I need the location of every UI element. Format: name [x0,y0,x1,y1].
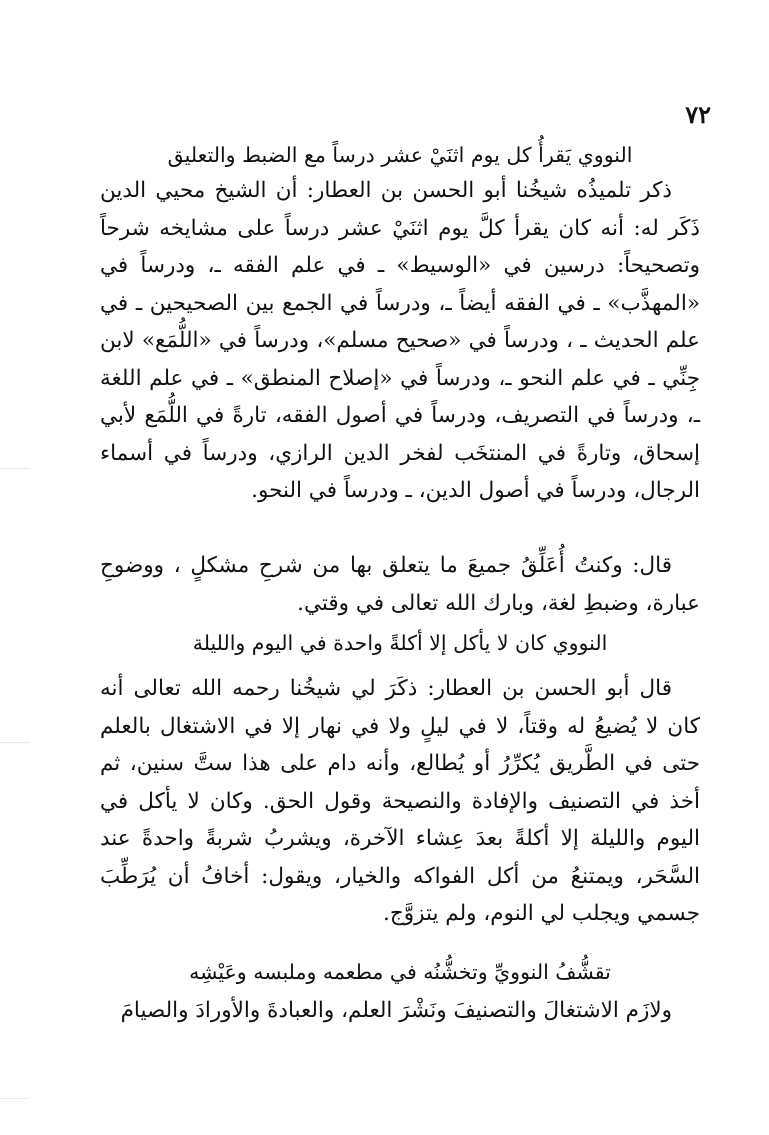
paragraph: ذكر تلميذُه شيخُنا أبو الحسن بن العطار: أن الشيخ محيي الدين ذَكَر له: أنه كان يقرأ كلَّ يوم اثنَيْ عشر درساً على مشايخه شرحاً وتصحيحاً: درسين في «الوسيط» ـ في علم الفقه ـ، ودرساً في «المهذَّب» ـ في الفقه أيضاً ـ، ودرساً في الجمع بين الصحيحين ـ في علم الحديث ـ ، ودرساً في «صحيح مسلم»، ودرساً في «اللُّمَع» لابن جِنِّي ـ في علم النحو ـ، ودرساً في «إصلاح المنطق» ـ في علم اللغة ـ، ودرساً في التصريف، ودرساً في أصول الفقه، تارةً في اللُّمَع لأبي إسحاق، وتارةً في المنتخَب لفخر الدين الرازي، ودرساً في أسماء الرجال، ودرساً في أصول الدين، ـ ودرساً في النحو. [100,178,700,503]
page-number: ٧٢ [685,100,711,129]
scan-artifact-line [0,468,30,469]
paragraph: ولازَم الاشتغالَ والتصنيفَ ونَشْرَ العلم، والعبادةَ والأورادَ والصيامَ [120,998,672,1023]
paragraph: قال أبو الحسن بن العطار: ذكَرَ لي شيخُنا رحمه الله تعالى أنه كان لا يُضيعُ له وقتاً، لا في ليلٍ ولا في نهار إلا في الاشتغال بالعلم حتى في الطَّريق يُكرِّرُ أو يُطالع، وأنه دام على هذا ستَّ سنين، ثم أخذ في التصنيف والإفادة والنصيحة وقول الحق. وكان لا يأكل في اليوم والليلة إلا أكلةً بعدَ عِشاء الآخرة، ويشربُ شربةً واحدةً عند السَّحَر، ويمتنعُ من أكل الفواكه والخيار، ويقول: أخافُ أن يُرَطِّبَ جسمي ويجلب لي النوم، ولم يتزوَّج. [100,676,700,926]
section-heading-study: النووي يَقرأُ كل يوم اثنَيْ عشر درساً مع الضبط والتعليق [167,143,633,167]
section-body-study [100,172,700,510]
scan-artifact-line [0,742,30,743]
section-body-notes [100,547,700,622]
section-heading-austerity: تقشُّفُ النوويِّ وتخشُّنُه في مطعمه وملبسه وعَيْشِه [189,960,611,984]
paragraph: قال: وكنتُ أُعَلِّقُ جميعَ ما يتعلق بها من شرحِ مشكلٍ ، ووضوحِ عبارة، وضبطِ لغة، وبارك الله تعالى في وقتي. [100,553,700,616]
section-body-eating [100,670,700,933]
section-body-austerity [100,992,700,1030]
scan-artifact-line [0,1098,30,1099]
section-heading-eating: النووي كان لا يأكل إلا أكلةً واحدة في اليوم والليلة [192,631,608,655]
